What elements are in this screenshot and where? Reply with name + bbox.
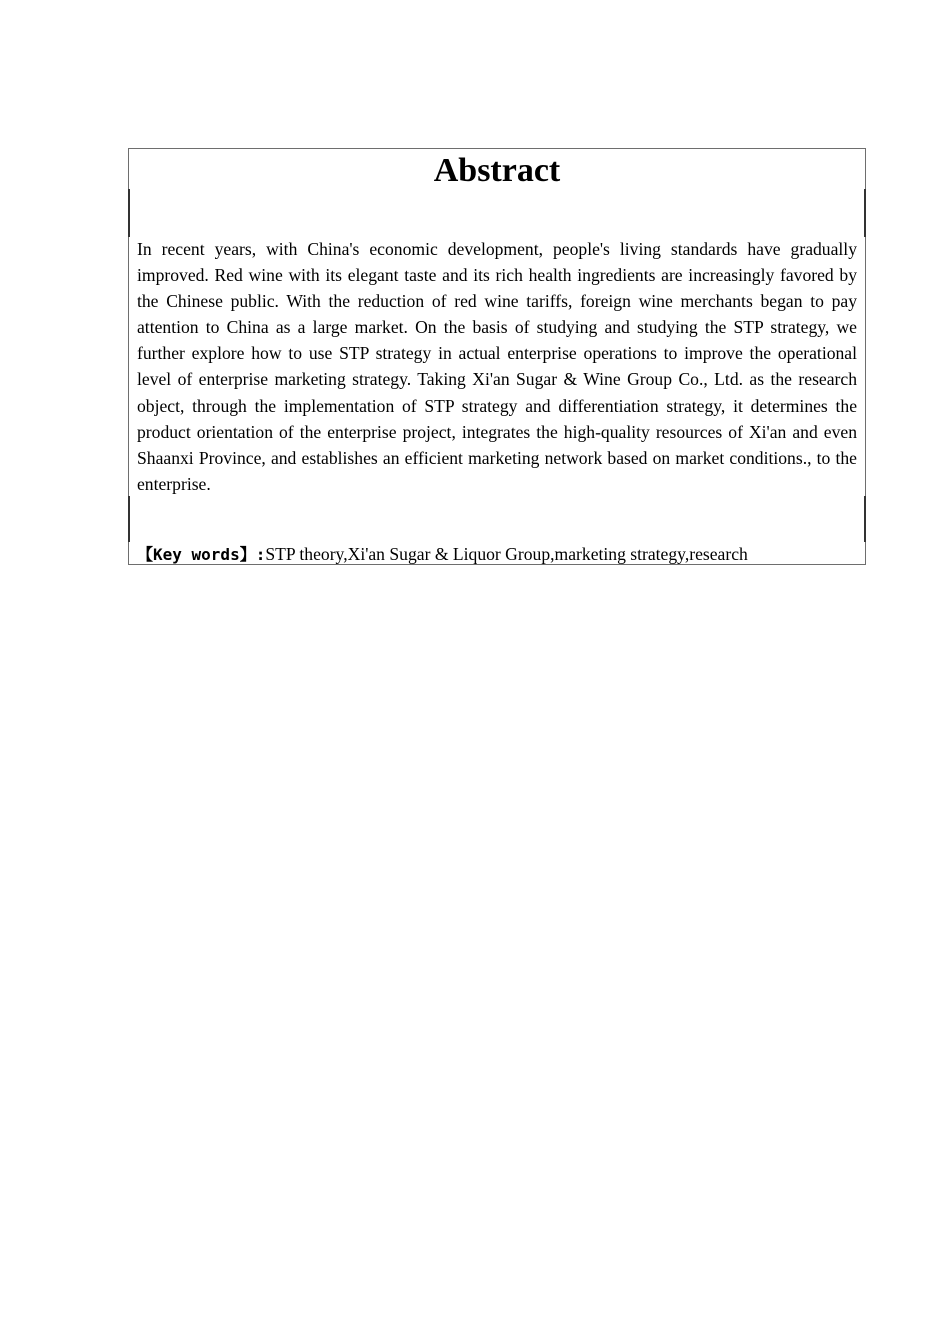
keywords-label: 【Key words】: [137,545,266,564]
border-mark [128,496,130,542]
abstract-box [128,148,866,565]
abstract-body: In recent years, with China's economic development, people's living standards have gradually improved. Red wine with its elegant taste and its rich health ingredients are increasingly favored by the Chinese public. With the reduction of red wine tariffs, foreign wine merchants began to pay attention to China as a large market. On the basis of studying and studying the STP strategy, we further explore how to use STP strategy in actual enterprise operations to improve the operational level of enterprise marketing strategy. Taking Xi'an Sugar & Wine Group Co., Ltd. as the research object, through the implementation of STP strategy and differentiation strategy, it determines the product orientation of the enterprise project, integrates the high-quality resources of Xi'an and even Shaanxi Province, and establishes an efficient marketing network based on market conditions., to the enterprise. [137,239,857,494]
border-mark [864,189,866,237]
keywords-value: STP theory,Xi'an Sugar & Liquor Group,marketing strategy,research [265,544,748,564]
keywords-line [137,541,857,568]
border-mark [864,496,866,542]
border-mark [128,189,130,237]
abstract-title: Abstract [433,152,561,189]
